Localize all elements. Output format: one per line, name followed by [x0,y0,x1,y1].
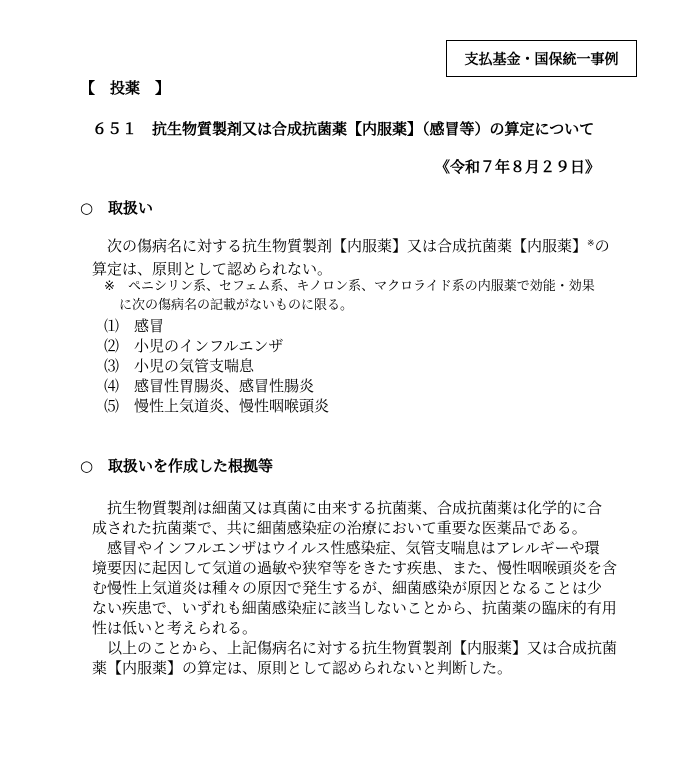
case-title-text: 抗生物質製剤又は合成抗菌薬【内服薬】（感冒等）の算定について [152,120,595,138]
list-item-number: ⑸ [104,397,120,415]
list-item-text: 小児のインフルエンザ [134,337,284,355]
source-badge-label: 支払基金・国保統一事例 [464,51,619,68]
paragraph-line: 以上のことから、上記傷病名に対する抗生物質製剤【内服薬】又は合成抗菌 [107,639,618,657]
paragraph-line: む慢性上気道炎は種々の原因で発生するが、細菌感染が原因となることは少 [92,579,603,597]
footnote-mark: ※ [587,239,595,249]
case-number: ６５１ [92,120,138,138]
handling-paragraph [92,236,610,279]
footnote [104,277,595,315]
paragraph-line: 算定は、原則として認められない。 [92,260,333,278]
case-title [92,119,594,139]
paragraph-line: 成された抗菌薬で、共に細菌感染症の治療において重要な医薬品である。 [92,519,587,537]
paragraph-line: ない疾患で、いずれも細菌感染症に該当しないことから、抗菌薬の臨床的有用 [92,599,617,617]
basis-paragraphs [92,498,617,678]
section-heading-text: 取扱い [108,199,154,217]
list-item-text: 小児の気管支喘息 [134,357,255,375]
footnote-line: に次の傷病名の記載がないものに限る。 [119,298,354,313]
footnote-line [104,277,595,296]
list-item [104,396,329,416]
footnote-text: ペニシリン系、セフェム系、キノロン系、マクロライド系の内服薬で効能・効果 [128,279,595,294]
paragraph-line: 性は低いと考えられる。 [92,619,258,637]
section-heading-handling [80,198,153,218]
paragraph [92,498,617,538]
list-item-text: 慢性上気道炎、慢性咽喉頭炎 [134,397,330,415]
issue-date: 《令和７年８月２９日》 [434,158,600,176]
paragraph [92,638,617,678]
paragraph-line: 境要因に起因して気道の過敏や狭窄等をきたす疾患、また、慢性咽喉頭炎を含 [92,559,618,577]
circle-bullet: ○ [80,457,94,475]
footnote-marker: ※ [104,279,115,294]
list-item-number: ⑷ [104,377,120,395]
paragraph-line [92,236,610,259]
section-heading-basis [80,456,273,476]
paragraph-line: 抗生物質製剤は細菌又は真菌に由来する抗菌薬、合成抗菌薬は化学的に合 [107,499,603,517]
list-item [104,316,329,336]
circle-bullet: ○ [80,199,94,217]
list-item [104,356,329,376]
source-badge [446,40,637,77]
paragraph-text: の [594,237,610,255]
list-item-number: ⑶ [104,357,120,375]
list-item [104,376,329,396]
paragraph-text: 次の傷病名に対する抗生物質製剤【内服薬】又は合成抗菌薬【内服薬】 [107,237,588,255]
paragraph-line: 感冒やインフルエンザはウイルス性感染症、気管支喘息はアレルギーや環 [107,539,600,557]
paragraph-line: 薬【内服薬】の算定は、原則として認められないと判断した。 [92,659,513,677]
list-item-number: ⑵ [104,337,120,355]
list-item-text: 感冒 [134,317,165,335]
section-heading-text: 取扱いを作成した根拠等 [108,457,274,475]
disease-list [104,316,329,416]
list-item-number: ⑴ [104,317,120,335]
category-label: 【 投薬 】 [80,79,171,97]
list-item [104,336,329,356]
paragraph [92,538,617,638]
list-item-text: 感冒性胃腸炎、感冒性腸炎 [134,377,315,395]
